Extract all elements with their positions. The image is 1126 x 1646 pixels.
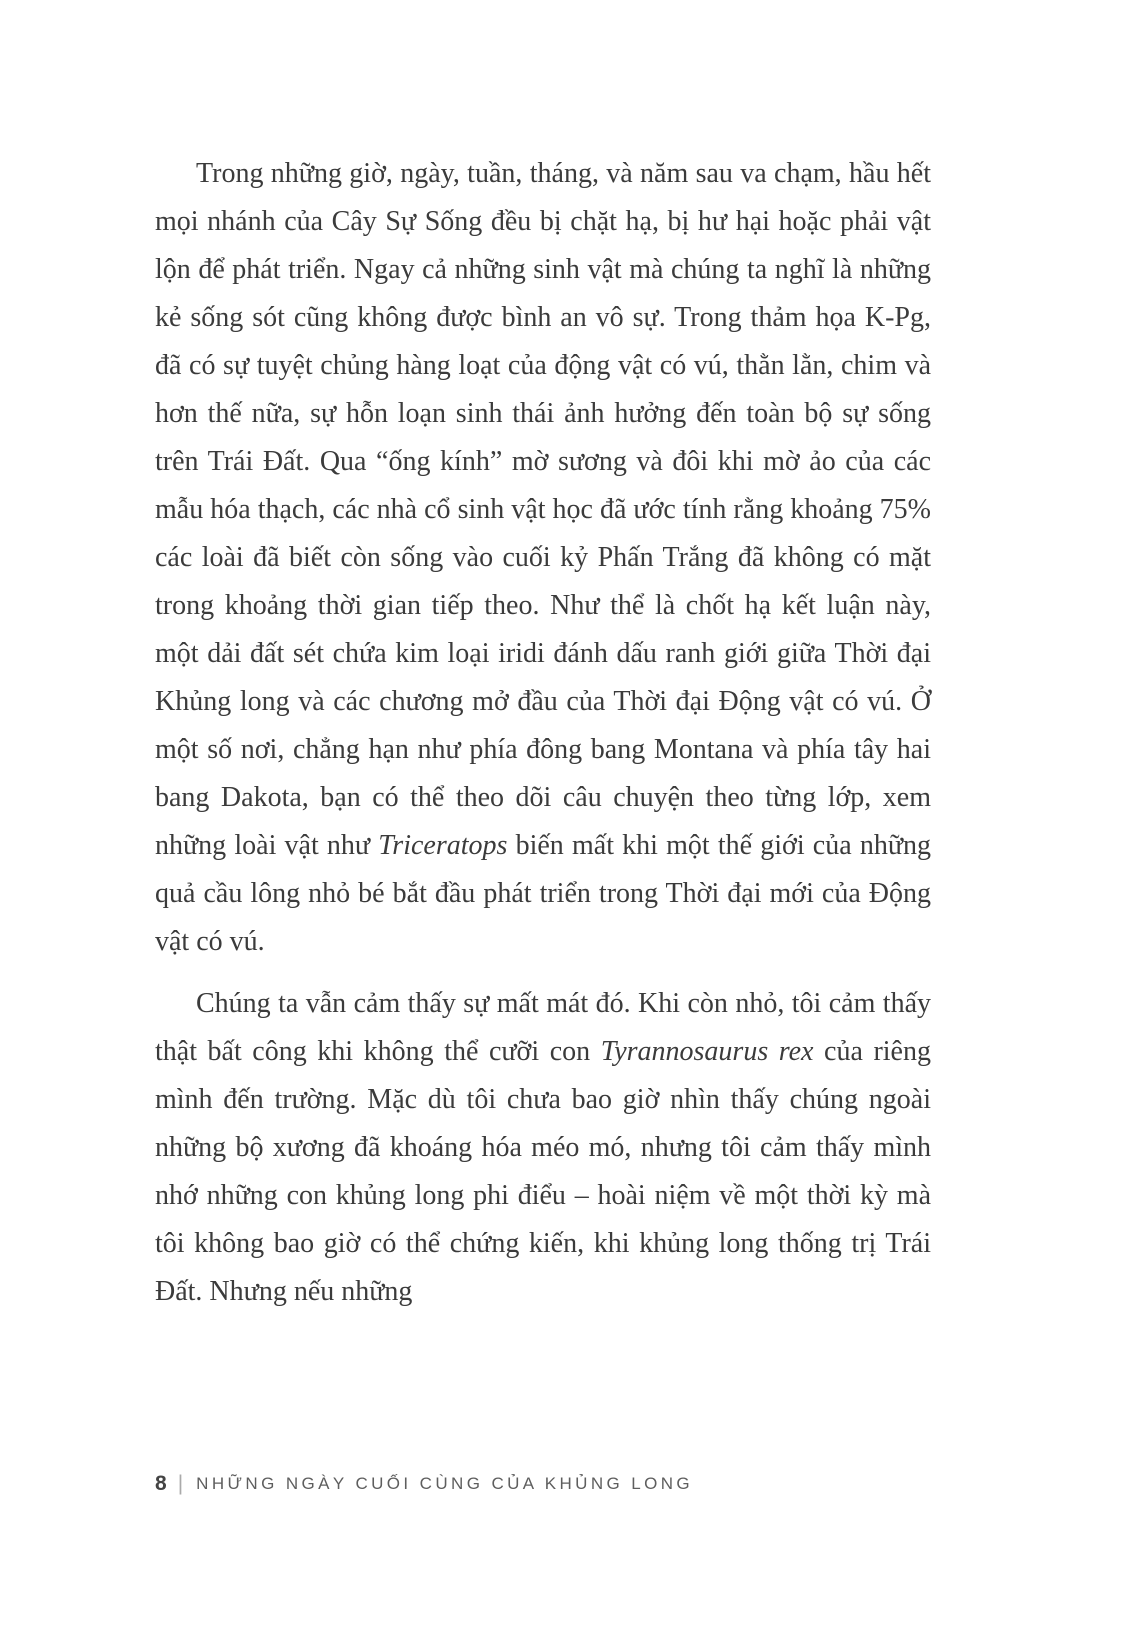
footer-separator: | (177, 1472, 184, 1495)
page-body-text (155, 150, 931, 1316)
paragraph-1-text: Trong những giờ, ngày, tuần, tháng, và năm sau va chạm, hầu hết mọi nhánh của Cây Sự Sống đều bị chặt hạ, bị hư hại hoặc phải vật lộn để phát triển. Ngay cả những sinh vật mà chúng ta nghĩ là những kẻ sống sót cũng không được bình an vô sự. Trong thảm họa K-Pg, đã có sự tuyệt chủng hàng loạt của động vật có vú, thằn lằn, chim và hơn thế nữa, sự hỗn loạn sinh thái ảnh hưởng đến toàn bộ sự sống trên Trái Đất. Qua “ống kính” mờ sương và đôi khi mờ ảo của các mẫu hóa thạch, các nhà cổ sinh vật học đã ước tính rằng khoảng 75% các loài đã biết còn sống vào cuối kỷ Phấn Trắng đã không có mặt trong khoảng thời gian tiếp theo. Như thể là chốt hạ kết luận này, một dải đất sét chứa kim loại iridi đánh dấu ranh giới giữa Thời đại Khủng long và các chương mở đầu của Thời đại Động vật có vú. Ở một số nơi, chẳng hạn như phía đông bang Montana và phía tây hai bang Dakota, bạn có thể theo dõi câu chuyện theo từng lớp, xem những loài vật như (155, 158, 931, 861)
species-name-tyrannosaurus-rex: Tyrannosaurus rex (600, 1036, 814, 1067)
paragraph-2-text-cont: của riêng mình đến trường. Mặc dù tôi chưa bao giờ nhìn thấy chúng ngoài những bộ xương đã khoáng hóa méo mó, nhưng tôi cảm thấy mình nhớ những con khủng long phi điểu – hoài niệm về một thời kỳ mà tôi không bao giờ có thể chứng kiến, khi khủng long thống trị Trái Đất. Nhưng nếu những (155, 1036, 931, 1307)
paragraph-2 (155, 980, 931, 1316)
running-title: NHỮNG NGÀY CUỐI CÙNG CỦA KHỦNG LONG (196, 1474, 694, 1493)
paragraph-1-text-cont: biến mất khi một thế giới của những quả cầu lông nhỏ bé bắt đầu phát triển trong Thời đại mới của Động vật có vú. (155, 830, 932, 957)
species-name-triceratops: Triceratops (378, 830, 508, 861)
page-footer (155, 1472, 693, 1496)
page-number: 8 (155, 1472, 167, 1495)
paragraph-2-text: Chúng ta vẫn cảm thấy sự mất mát đó. Khi còn nhỏ, tôi cảm thấy thật bất công khi không thể cưỡi con (155, 988, 931, 1067)
paragraph-1 (155, 150, 931, 966)
